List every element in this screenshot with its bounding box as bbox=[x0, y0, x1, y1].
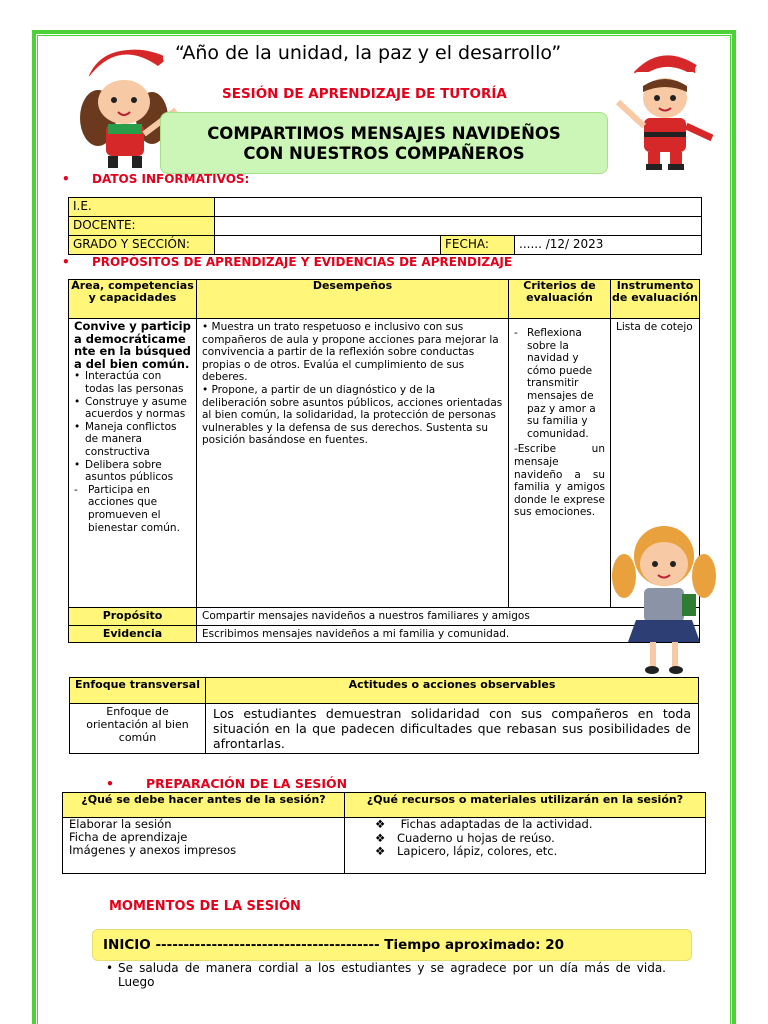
year-title: “Año de la unidad, la paz y el desarrollo” bbox=[175, 42, 562, 64]
antes-item: Ficha de aprendizaje bbox=[69, 830, 188, 844]
capacidades-list bbox=[74, 370, 191, 483]
col-criterios: Criterios de evaluación bbox=[509, 280, 611, 319]
grado-value[interactable] bbox=[215, 236, 441, 255]
criterios-cell bbox=[509, 319, 611, 608]
preparacion-table bbox=[62, 792, 706, 874]
session-heading: SESIÓN DE APRENDIZAJE DE TUTORÍA bbox=[222, 86, 507, 102]
session-title-box bbox=[160, 112, 608, 174]
evidencia-text: Escribimos mensajes navideños a mi familia y comunidad. bbox=[197, 625, 700, 643]
desempeno-1: • Muestra un trato respetuoso e inclusivo con sus compañeros de aula y propone acciones para mejorar la convivencia a partir de la reflexión sobre conductas propias o de otros. Evalúa el cumplimiento de sus deberes. bbox=[202, 321, 499, 384]
col-antes: ¿Qué se debe hacer antes de la sesión? bbox=[63, 793, 345, 818]
fecha-value: ...... /12/ 2023 bbox=[515, 236, 702, 255]
diamond-bullet-icon: ❖ bbox=[375, 817, 386, 831]
desempeno-2: • Propone, a partir de un diagnóstico y de la deliberación sobre asuntos públicos, acciones orientadas al bien común, la solidaridad, la protección de personas vulnerables y la defensa de sus derechos. Sustenta su posición basándose en fuentes. bbox=[202, 383, 503, 447]
capacidad-item: • Delibera sobre asuntos públicos bbox=[74, 459, 191, 484]
schoolgirl-illustration bbox=[606, 520, 722, 676]
instrumento-cell: Lista de cotejo bbox=[611, 319, 700, 608]
capacidad-item: • Construye y asume acuerdos y normas bbox=[74, 396, 191, 421]
grado-label: GRADO Y SECCIÓN: bbox=[69, 236, 215, 255]
col-instrumento: Instrumento de evaluación bbox=[611, 280, 700, 319]
recursos-item: ❖ Lapicero, lápiz, colores, etc. bbox=[375, 844, 558, 858]
desempenos-cell bbox=[197, 319, 509, 608]
capacidad-extra: - Participa en acciones que promueven el bienestar común. bbox=[74, 483, 180, 534]
santa-boy-illustration bbox=[612, 42, 720, 172]
actitudes-value: Los estudiantes demuestran solidaridad con sus compañeros en toda situación en la que padecen dificultades que rebasan sus posibilidades de afrontarlas. bbox=[206, 704, 699, 754]
ie-value[interactable] bbox=[215, 198, 702, 217]
antes-cell bbox=[63, 818, 345, 874]
docente-label: DOCENTE: bbox=[69, 217, 215, 236]
inicio-bar: INICIO ---------------------------------------- Tiempo aproximado: 20 bbox=[92, 929, 692, 961]
col-actitudes: Actitudes o acciones observables bbox=[206, 678, 699, 704]
area-cell bbox=[69, 319, 197, 608]
ie-label: I.E. bbox=[69, 198, 215, 217]
capacidad-item: • Maneja conflictos de manera constructiva bbox=[74, 421, 191, 459]
evidencia-label: Evidencia bbox=[69, 625, 197, 643]
session-title-line2: CON NUESTROS COMPAÑEROS bbox=[243, 144, 525, 163]
antes-item: Imágenes y anexos impresos bbox=[69, 843, 237, 857]
competencia: Convive y participa democráticamente en la búsqueda del bien común. bbox=[74, 319, 191, 371]
enfoque-table bbox=[69, 677, 699, 754]
inicio-text: • Se saluda de manera cordial a los estudiantes y se agradece por un día más de vida. Luego bbox=[106, 961, 666, 989]
col-enfoque: Enfoque transversal bbox=[70, 678, 206, 704]
docente-value[interactable] bbox=[215, 217, 702, 236]
fecha-label: FECHA: bbox=[441, 236, 515, 255]
col-area: Área, competencias y capacidades bbox=[69, 280, 197, 319]
preparacion-heading: • PREPARACIÓN DE LA SESIÓN bbox=[106, 776, 348, 791]
diamond-bullet-icon: ❖ bbox=[375, 830, 386, 845]
col-desempenos: Desempeños bbox=[197, 280, 509, 319]
antes-item: Elaborar la sesión bbox=[69, 817, 172, 831]
datos-heading: • DATOS INFORMATIVOS: bbox=[62, 172, 250, 186]
criterio-1: - Reflexiona sobre la navidad y cómo puede transmitir mensajes de paz y amor a su familia y comunidad. bbox=[514, 327, 596, 440]
datos-table bbox=[68, 197, 702, 255]
diamond-bullet-icon: ❖ bbox=[375, 844, 386, 858]
session-title-line1: COMPARTIMOS MENSAJES NAVIDEÑOS bbox=[207, 124, 561, 143]
proposito-label: Propósito bbox=[69, 608, 197, 626]
propositos-heading: • PROPÓSITOS DE APRENDIZAJE Y EVIDENCIAS DE APRENDIZAJE bbox=[62, 255, 513, 269]
proposito-text: Compartir mensajes navideños a nuestros familiares y amigos bbox=[197, 608, 700, 626]
recursos-cell bbox=[345, 818, 706, 874]
col-recursos: ¿Qué recursos o materiales utilizarán en la sesión? bbox=[345, 793, 706, 818]
recursos-item: ❖ Fichas adaptadas de la actividad. bbox=[375, 817, 593, 831]
criterio-2: -Escribe un mensaje navideño a su familia y amigos donde le exprese sus emociones. bbox=[514, 443, 605, 519]
recursos-item: ❖ Cuaderno u hojas de reúso. bbox=[375, 830, 555, 845]
capacidad-item: • Interactúa con todas las personas bbox=[74, 370, 191, 395]
momentos-heading: MOMENTOS DE LA SESIÓN bbox=[109, 899, 301, 914]
enfoque-value: Enfoque de orientación al bien común bbox=[70, 704, 206, 754]
bullet-icon: • bbox=[106, 961, 114, 975]
